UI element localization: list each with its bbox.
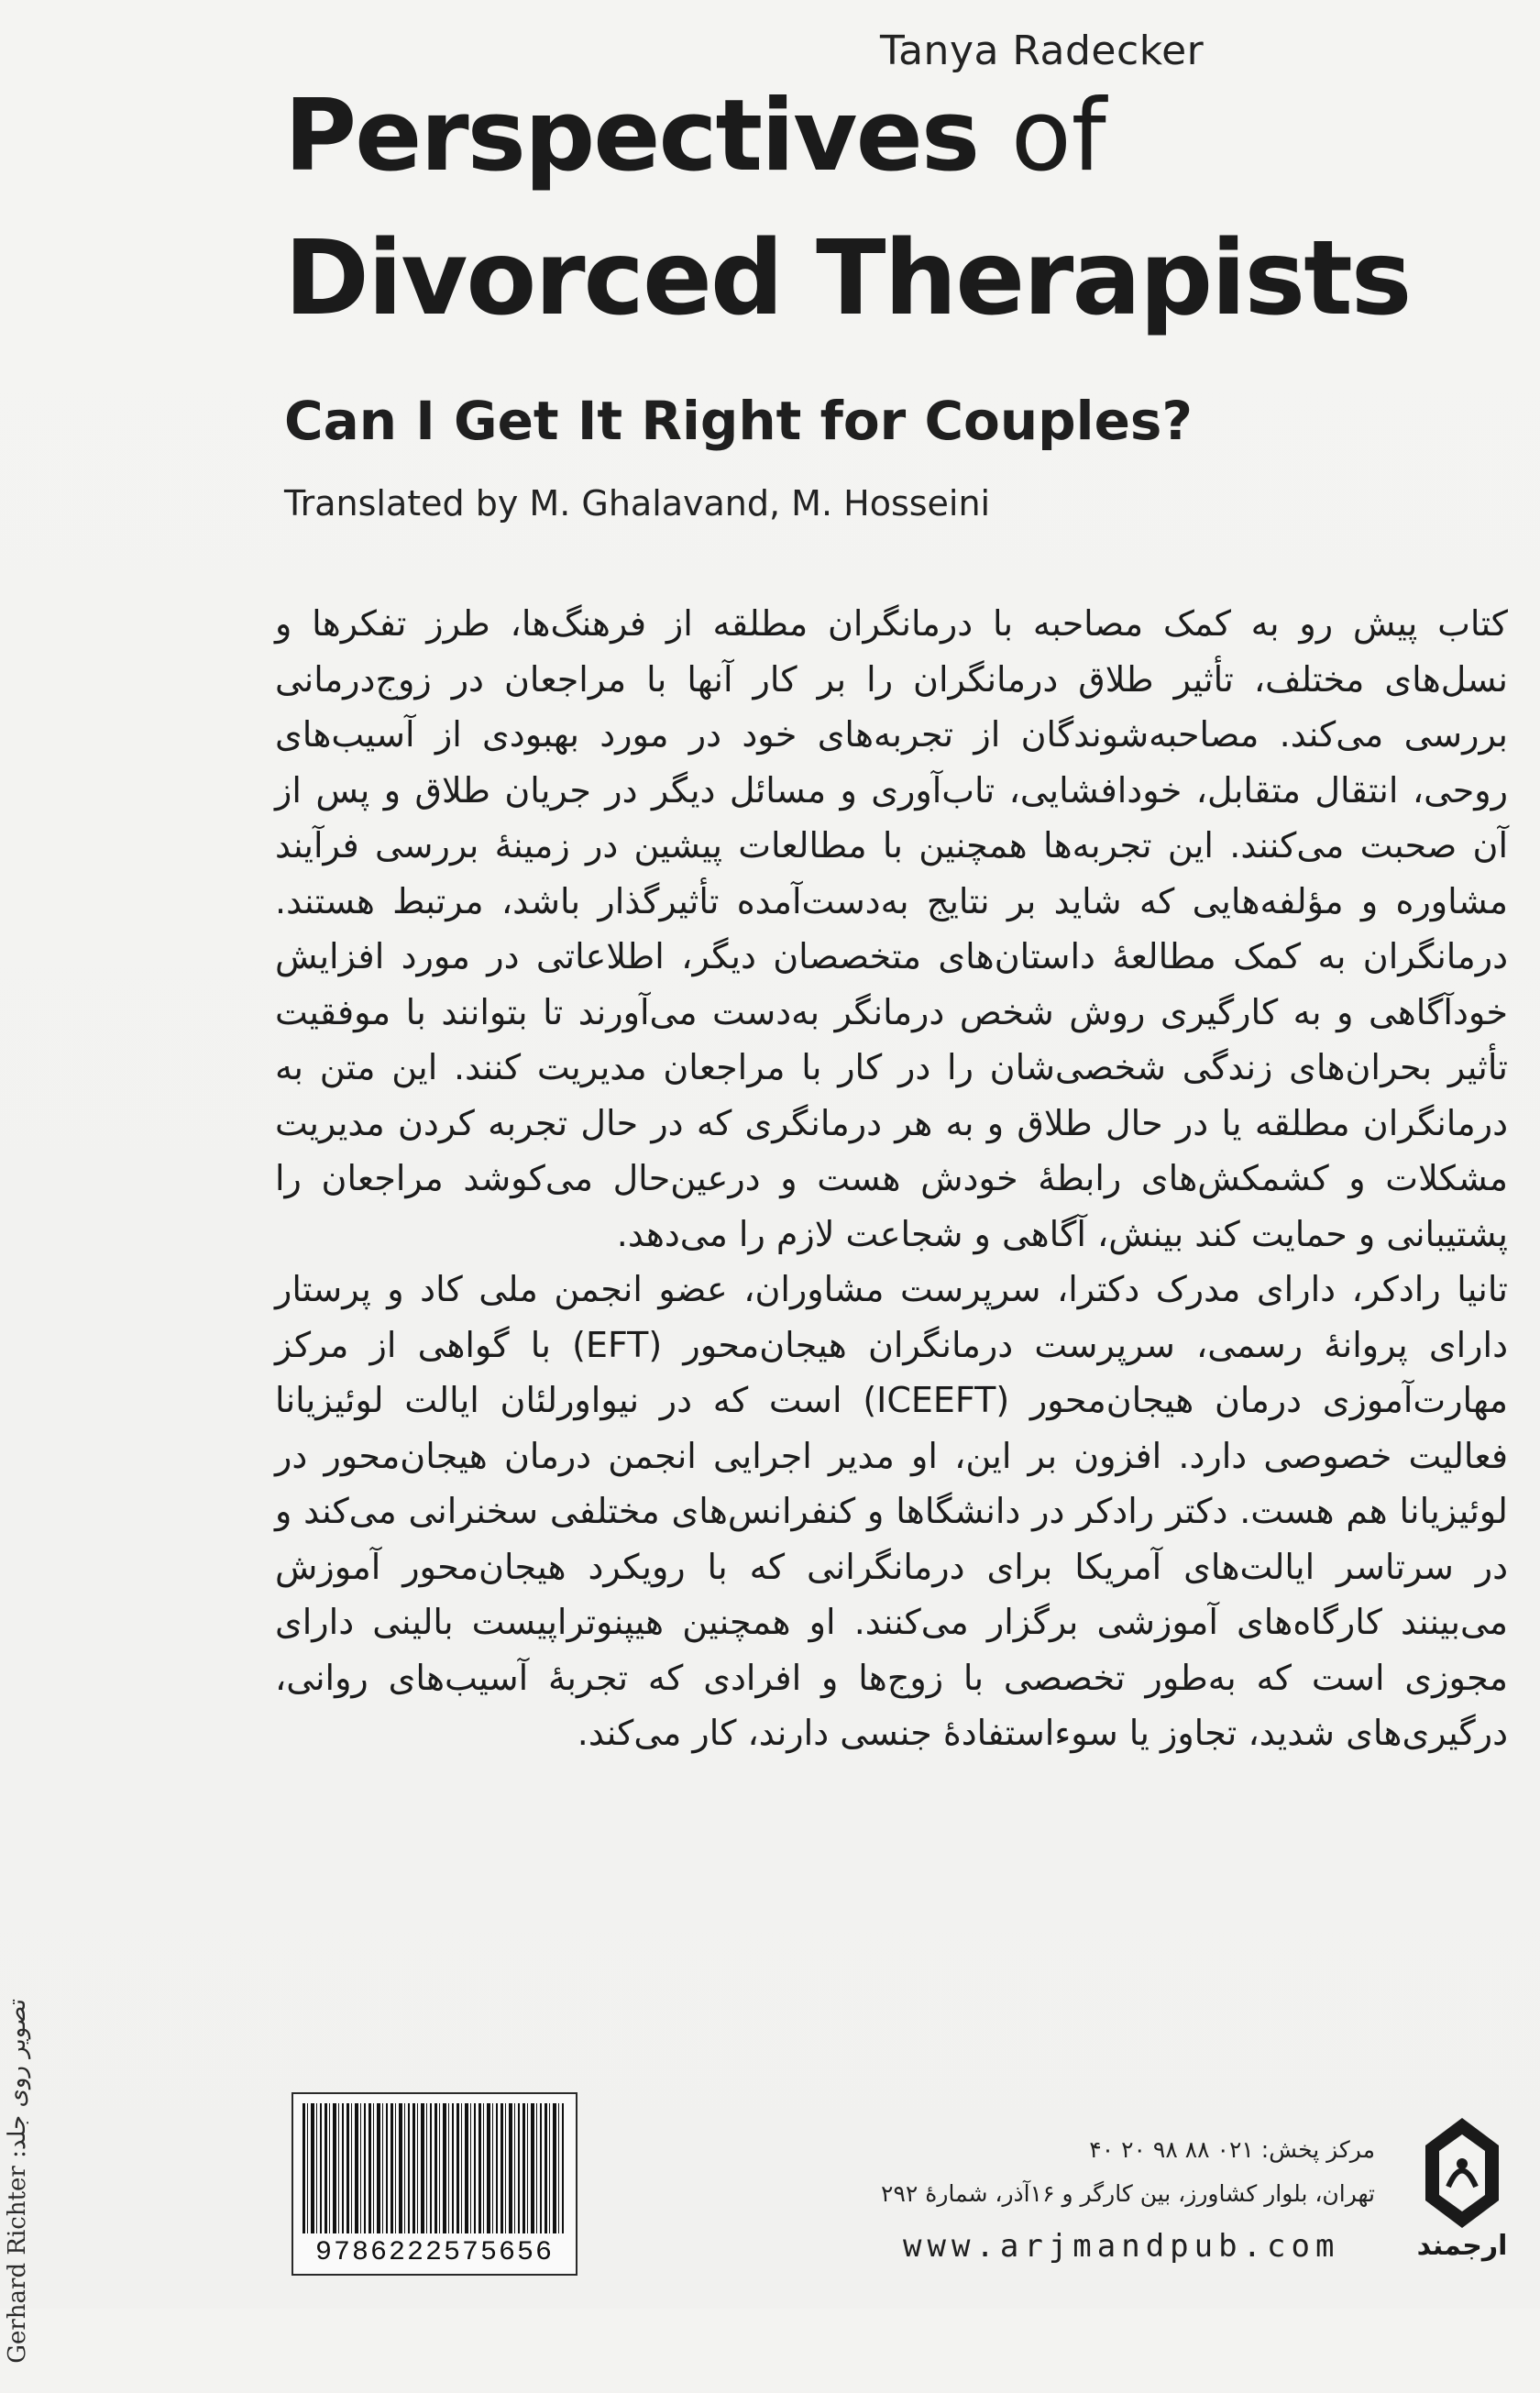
cover-image-credit: تصویر روی جلد: Gerhard Richter <box>4 1999 31 2364</box>
title-word-of: of <box>1010 79 1106 193</box>
publisher-phone: مرکز پخش: ۰۲۱ ۸۸ ۹۸ ۲۰ ۴۰ <box>1089 2136 1375 2163</box>
barcode-bars <box>302 2103 566 2233</box>
book-subtitle: Can I Get It Right for Couples? <box>284 390 1194 452</box>
title-word-perspectives: Perspectives <box>284 79 979 193</box>
publisher-address: تهران، بلوار کشاورز، بین کارگر و ۱۶آذر، شمارهٔ ۲۹۲ <box>881 2180 1375 2207</box>
title-line-2: Divorced Therapists <box>284 219 1411 338</box>
title-line-1 <box>284 79 1106 193</box>
translator-credit: Translated by M. Ghalavand, M. Hosseini <box>284 483 991 524</box>
description-paragraph-1: کتاب پیش رو به کمک مصاحبه با درمانگران مطلقه از فرهنگ‌ها، طرز تفکرها و نسل‌های مختلف، تأثیر طلاق درمانگران را بر کار آنها با مراجعان در زوج‌درمانی بررسی می‌کند. مصاحبه‌شوندگان از تجربه‌های خود در مورد بهبودی از آسیب‌های روحی، انتقال متقابل، خودافشایی، تاب‌آوری و مسائل دیگر در جریان طلاق و پس از آن صحبت می‌کنند. این تجربه‌ها همچنین با مطالعات پیشین در زمینهٔ بررسی فرآیند مشاوره و مؤلفه‌هایی که شاید بر نتایج به‌دست‌آمده تأثیرگذار باشد، مرتبط هستند. درمانگران به کمک مطالعهٔ داستان‌های متخصصان دیگر، اطلاعاتی در مورد افزایش خودآگاهی و به کارگیری روش شخص درمانگر به‌دست می‌آورند تا بتوانند با موفقیت تأثیر بحران‌های زندگی شخصی‌شان را در کار با مراجعان مدیریت کنند. این متن به درمانگران مطلقه یا در حال طلاق و به هر درمانگری که در حال تجربه کردن مدیریت مشکلات و کشمکش‌های رابطهٔ خودش هست و درعین‌حال می‌کوشد مراجعان را پشتیبانی و حمایت کند بینش، آگاهی و شجاعت لازم را می‌دهد. <box>275 603 1508 1254</box>
publisher-name: ارجمند <box>1416 2230 1508 2262</box>
book-description <box>275 596 1508 1761</box>
isbn-barcode <box>292 2092 578 2276</box>
author-name: Tanya Radecker <box>880 28 1204 74</box>
description-paragraph-2: تانیا رادکر، دارای مدرک دکترا، سرپرست مشاوران، عضو انجمن ملی کاد و پرستار دارای پروانهٔ رسمی، سرپرست درمانگران هیجان‌محور (EFT) با گواهی از مرکز مهارت‌آموزی درمان هیجان‌محور (ICEEFT) است که در نیواورلئان ایالت لوئیزیانا فعالیت خصوصی دارد. افزون بر این، او مدیر اجرایی انجمن درمان هیجان‌محور در لوئیزیانا هم هست. دکتر رادکر در دانشگاها و کنفرانس‌های مختلفی سخنرانی می‌کند و در سرتاسر ایالت‌های آمریکا برای درمانگرانی که با رویکرد هیجان‌محور آموزش می‌بینند کارگاه‌های آموزشی برگزار می‌کنند. او همچنین هیپنوتراپیست بالینی دارای مجوزی است که به‌طور تخصصی با زوج‌ها و افرادی که تجربهٔ آسیب‌های روانی، درگیری‌های شدید، تجاوز یا سوءاستفادهٔ جنسی دارند، کار می‌کند. <box>275 1269 1508 1753</box>
barcode-number: 9786222575656 <box>314 2237 555 2268</box>
publisher-website: www.arjmandpub.com <box>903 2228 1340 2265</box>
